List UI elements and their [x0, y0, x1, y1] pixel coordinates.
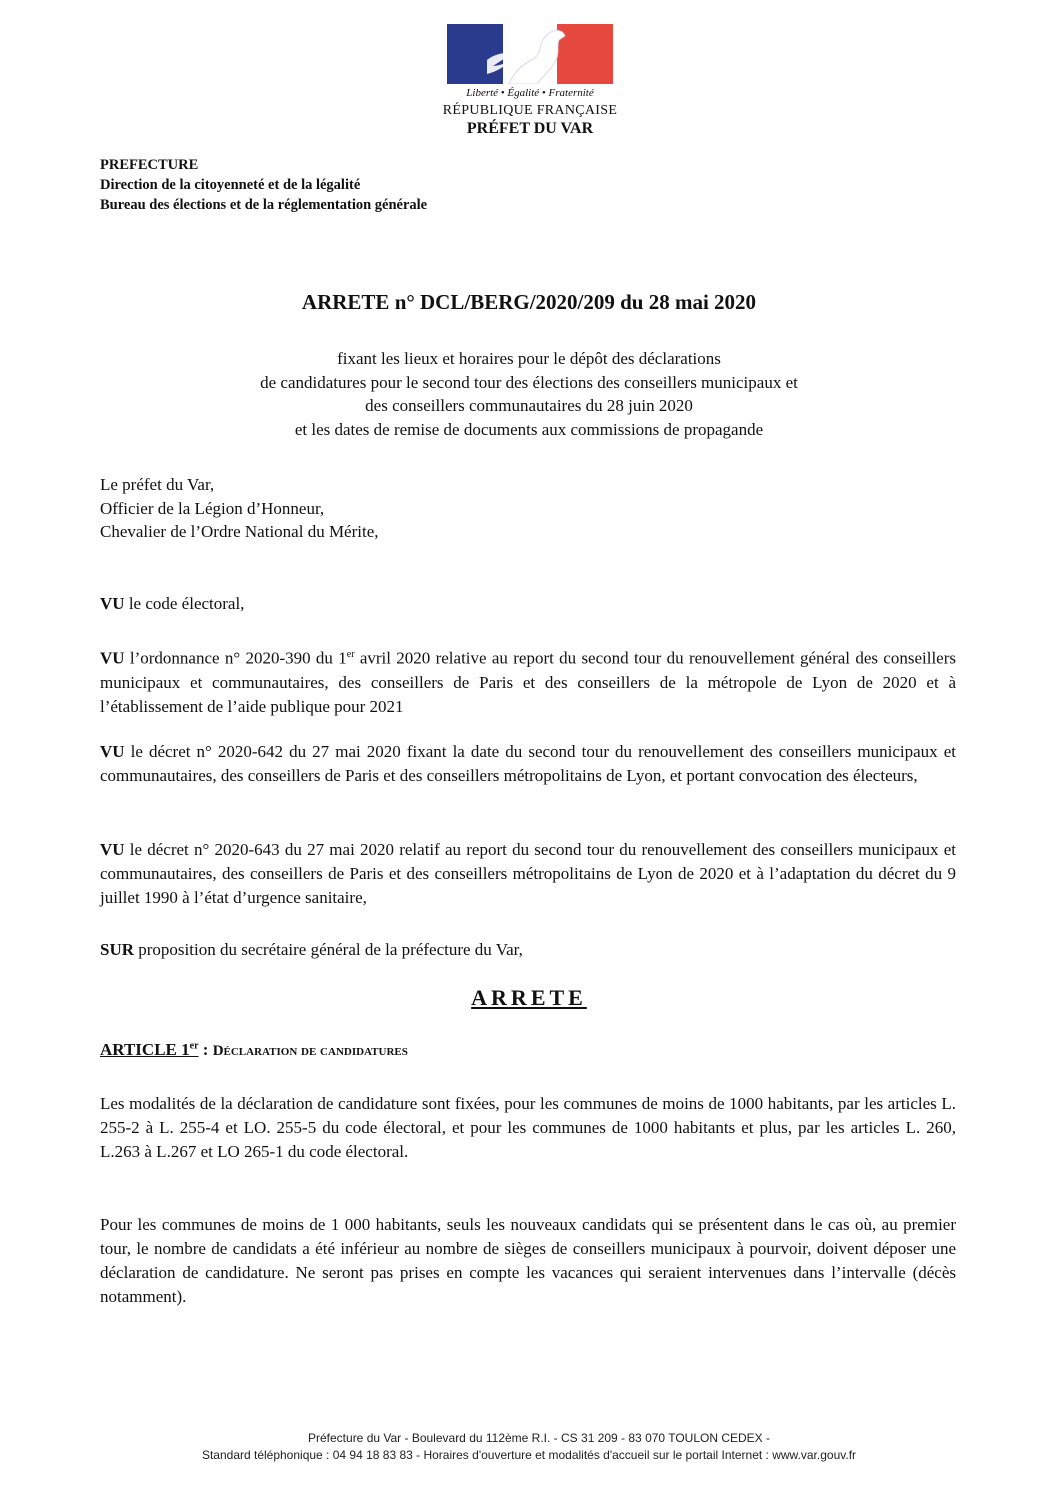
visa-text: le code électoral, [124, 594, 245, 613]
service-line-direction: Direction de la citoyenneté et de la légalité [100, 177, 361, 193]
visa-superscript: er [346, 649, 355, 660]
republic-motto: Liberté • Égalité • Fraternité [466, 87, 594, 99]
footer-address: Préfecture du Var - Boulevard du 112ème R.I. - CS 31 209 - 83 070 TOULON CEDEX - [308, 1431, 770, 1445]
visa-paragraph [100, 643, 956, 719]
marianne-logo [442, 24, 618, 174]
body-paragraph: Les modalités de la déclaration de candidature sont fixées, pour les communes de moins de 1000 habitants, par les articles L. 255-2 à L. 255-4 et LO. 255-5 du code électoral, et pour les communes de 1000 habitants et plus, par les articles L. 260, L.263 à L.267 et LO 265-1 du code électoral. [100, 1094, 956, 1161]
signatory-block [100, 473, 379, 544]
tricolor-flag [447, 24, 613, 84]
visa-text: l’ordonnance n° 2020-390 du 1 [124, 648, 347, 668]
signatory-line: Chevalier de l’Ordre National du Mérite, [100, 522, 379, 541]
service-line-prefecture: PREFECTURE [100, 157, 199, 173]
signatory-line: Officier de la Légion d’Honneur, [100, 498, 325, 518]
article-number [100, 1040, 199, 1059]
document-subject [0, 347, 1058, 441]
prefet-name: PRÉFET DU VAR [466, 120, 594, 137]
subject-line: des conseillers communautaires du 28 juin 2020 [365, 396, 693, 415]
subject-line: fixant les lieux et horaires pour le dépôt des déclarations [337, 349, 721, 368]
visa-paragraph [100, 838, 956, 910]
article-number-sup: er [189, 1040, 199, 1052]
marianne-profile-icon [447, 24, 613, 84]
subject-line: et les dates de remise de documents aux commissions de propagande [294, 419, 764, 439]
signatory-line: Le préfet du Var, [100, 475, 215, 494]
article-heading [100, 1040, 408, 1060]
article-title: Déclaration de candidatures [212, 1043, 408, 1059]
article-separator: : [198, 1040, 213, 1059]
subject-line: de candidatures pour le second tour des élections des conseillers municipaux et [260, 372, 798, 392]
service-line-bureau: Bureau des élections et de la réglementation générale [100, 197, 428, 213]
visa-paragraph [100, 592, 956, 616]
visa-text: proposition du secrétaire général de la préfecture du Var, [134, 940, 523, 959]
visa-lead: VU [100, 594, 125, 613]
visa-lead: VU [100, 742, 125, 761]
page-footer [0, 1430, 1058, 1464]
arrete-heading: ARRETE [471, 985, 587, 1010]
visa-paragraph [100, 740, 956, 788]
visa-lead: VU [100, 648, 125, 668]
body-paragraph: Pour les communes de moins de 1 000 habitants, seuls les nouveaux candidats qui se présentent dans le cas où, au premier tour, le nombre de candidats a été inférieur au nombre de sièges de conseillers municipaux à pourvoir, doivent déposer une déclaration de candidature. Ne seront pas prises en compte les vacances qui seraient intervenues dans l’intervalle (décès notamment). [100, 1215, 956, 1306]
visa-text: le décret n° 2020-643 du 27 mai 2020 relatif au report du second tour du renouvellement des conseillers municipaux et communautaires, des conseillers de Paris et des conseillers métropolitains de Lyon de 2020 et à l’adaptation du décret du 9 juillet 1990 à l’état d’urgence sanitaire, [100, 840, 956, 907]
footer-contact: Standard téléphonique : 04 94 18 83 83 - Horaires d'ouverture et modalités d'accueil sur le portail Internet : www.var.gouv.fr [201, 1448, 857, 1462]
issuing-service [100, 155, 427, 215]
visa-lead: SUR [100, 940, 135, 959]
visa-lead: VU [100, 840, 125, 859]
visa-text: avril 2020 relative au report du second tour du renouvellement général des conseillers municipaux et communautaires, des conseillers de Paris et des conseillers de la métropole de Lyon de 2020 et à l’établissement de l’aide publique pour 2021 [100, 648, 956, 716]
proposal-paragraph [100, 938, 956, 962]
document-title: ARRETE n° DCL/BERG/2020/209 du 28 mai 2020 [301, 290, 757, 314]
visa-text: le décret n° 2020-642 du 27 mai 2020 fixant la date du second tour du renouvellement des conseillers municipaux et communautaires, des conseillers de Paris et des conseillers métropolitains de Lyon, et portant convocation des électeurs, [100, 742, 956, 785]
article-number-text: ARTICLE 1 [100, 1040, 190, 1059]
republic-name: RÉPUBLIQUE FRANÇAISE [442, 103, 618, 118]
